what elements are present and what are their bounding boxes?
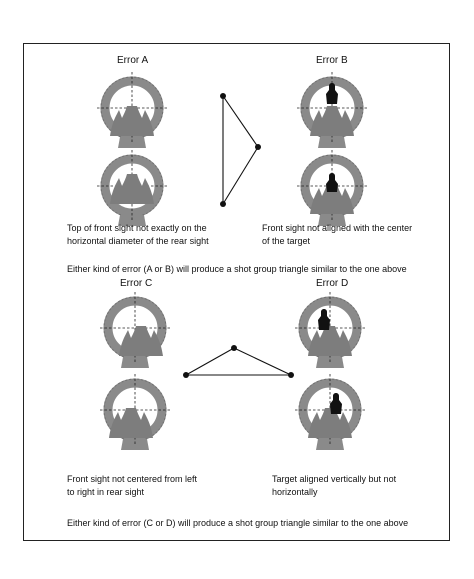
caption-line: to right in rear sight (67, 487, 145, 497)
error-c-bottom-sight (100, 374, 170, 450)
caption-line: Target aligned vertically but not (272, 474, 397, 484)
error-d-bottom-sight (295, 374, 365, 450)
error-a-bottom-sight (97, 150, 167, 226)
caption-line: horizontally (272, 487, 318, 497)
shot-dot (231, 345, 237, 351)
error-d-caption (272, 473, 396, 499)
caption-line: Front sight not centered from left (67, 474, 198, 484)
caption-line: Front sight not aligned with the center (262, 223, 413, 233)
error-c-top-sight (100, 292, 170, 368)
error-b-top-sight (297, 72, 367, 148)
shot-dot (220, 201, 226, 207)
target-silhouette (330, 393, 342, 414)
error-b-bottom-sight (297, 150, 367, 226)
error-c-caption (67, 473, 197, 499)
shot-dot (220, 93, 226, 99)
error-b-caption (262, 222, 412, 248)
shot-dot (288, 372, 294, 378)
error-b-title: Error B (316, 55, 348, 66)
caption-line: horizontal diameter of the rear sight (67, 236, 209, 246)
error-a-title: Error A (117, 55, 149, 66)
error-d-title: Error D (316, 278, 349, 289)
shot-group-triangle-cd (186, 348, 291, 375)
error-a-top-sight (97, 72, 167, 148)
error-a-caption (67, 222, 209, 248)
target-silhouette (326, 173, 338, 192)
caption-line: of the target (262, 236, 311, 246)
shot-dot (183, 372, 189, 378)
error-d-top-sight (295, 292, 365, 368)
target-silhouette (318, 309, 330, 330)
ab-summary: Either kind of error (A or B) will produce a shot group triangle similar to the one above (67, 264, 407, 274)
shot-dot (255, 144, 261, 150)
error-c-title: Error C (120, 278, 153, 289)
cd-summary: Either kind of error (C or D) will produce a shot group triangle similar to the one above (67, 518, 409, 528)
caption-line: Top of front sight not exactly on the (67, 223, 207, 233)
target-silhouette (326, 83, 338, 104)
shot-group-triangle-ab (223, 96, 258, 204)
